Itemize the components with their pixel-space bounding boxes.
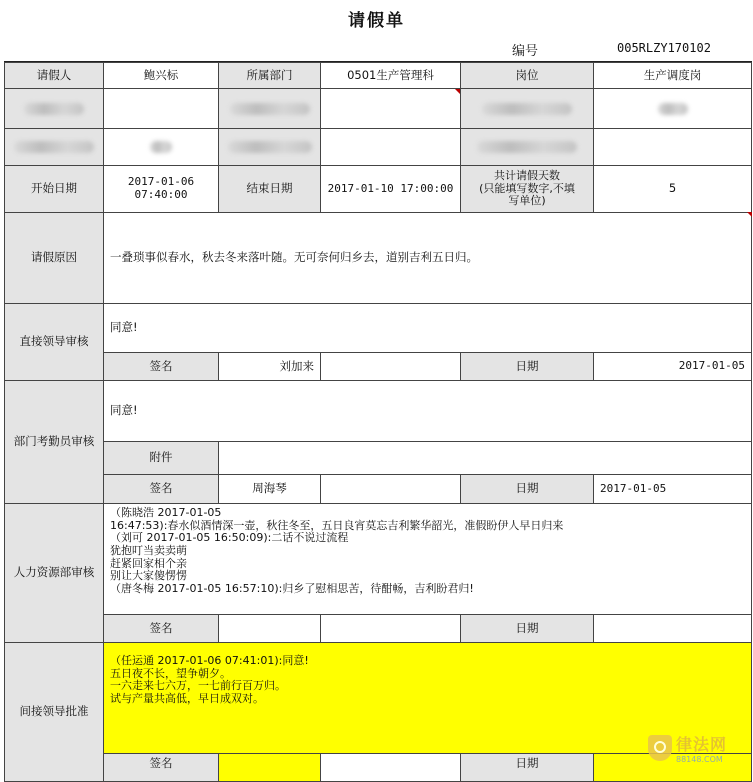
direct-date: 2017-01-05 [593,352,752,381]
empty-cell [320,614,461,643]
attendance-label: 部门考勤员审核 [4,380,104,504]
watermark-text: 律法网 [676,735,728,754]
empty-cell [320,753,461,782]
total-days-label: 共计请假天数 (只能填写数字,不填 写单位) [460,165,594,213]
hr-signer [218,614,321,643]
attendance-opinion: 同意! [103,380,752,442]
end-date-value: 2017-01-10 17:00:00 [320,165,461,213]
comment-marker [747,212,752,217]
hr-comments: （陈晓浩 2017-01-05 16:47:53):春水似酒情深一壶，秋往冬至，五日良宵莫忘吉利繁华韶光，准假盼伊人早日归来 （刘可 2017-01-05 16:50:09):二话不说过流程 犹抱叮当卖卖萌 赶紧回家相个亲 别让大家傻愣愣 （唐冬梅 2017-01-05 16:57:10):归乡了慰相思苦，待酣畅，吉利盼君归! [103,503,752,615]
position-label: 岗位 [460,62,594,89]
hr-date [593,614,752,643]
applicant-label: 请假人 [4,62,104,89]
direct-leader-label: 直接领导审核 [4,303,104,381]
start-date-value: 2017-01-06 07:40:00 [103,165,219,213]
redacted-cell [460,88,594,129]
attendance-signer: 周海琴 [218,474,321,504]
direct-date-label: 日期 [460,352,594,381]
redacted-cell [218,128,321,166]
watermark-subtext: 88148.COM [676,755,723,764]
direct-sign-label: 签名 [103,352,219,381]
form-number-label: 编号 [512,44,539,59]
hr-sign-label: 签名 [103,614,219,643]
redacted-cell [103,128,219,166]
total-days-value: 5 [593,165,752,213]
direct-signer: 刘加来 [218,352,321,381]
applicant-value: 鲍兴标 [103,62,219,89]
redacted-cell [320,88,461,129]
redacted-cell [320,128,461,166]
form-number-value: 005RLZY170102 [617,41,711,55]
attendance-sign-label: 签名 [103,474,219,504]
comment-marker [455,89,460,94]
redacted-cell [218,88,321,129]
attachment-value [218,441,752,475]
end-date-label: 结束日期 [218,165,321,213]
redacted-cell [593,88,752,129]
redacted-cell [460,128,594,166]
dept-value: 0501生产管理科 [320,62,461,89]
redacted-cell [593,128,752,166]
attendance-date: 2017-01-05 [593,474,752,504]
position-value: 生产调度岗 [593,62,752,89]
attendance-date-label: 日期 [460,474,594,504]
hr-date-label: 日期 [460,614,594,643]
reason-text: 一叠琐事似春水，秋去冬来落叶随。无可奈何归乡去，道别吉利五日归。 [103,212,752,304]
indirect-signer [218,753,321,782]
empty-cell [320,474,461,504]
indirect-leader-comments: （任运通 2017-01-06 07:41:01):同意! 五日夜不长，望争朝夕。 一六走来七六万，一七前行百万归。 试与产量共高低，早日成双对。 [103,642,752,754]
shield-icon [648,735,672,761]
indirect-leader-label: 间接领导批准 [4,642,104,782]
empty-cell [320,352,461,381]
indirect-sign-label: 签名 [103,753,219,782]
reason-label: 请假原因 [4,212,104,304]
redacted-cell [4,128,104,166]
form-title: 请假单 [348,11,405,31]
direct-leader-opinion: 同意! [103,303,752,353]
dept-label: 所属部门 [218,62,321,89]
indirect-date-label: 日期 [460,753,594,782]
site-watermark-logo [648,728,748,768]
attachment-label: 附件 [103,441,219,475]
start-date-label: 开始日期 [4,165,104,213]
redacted-cell [4,88,104,129]
redacted-cell [103,88,219,129]
hr-label: 人力资源部审核 [4,503,104,643]
